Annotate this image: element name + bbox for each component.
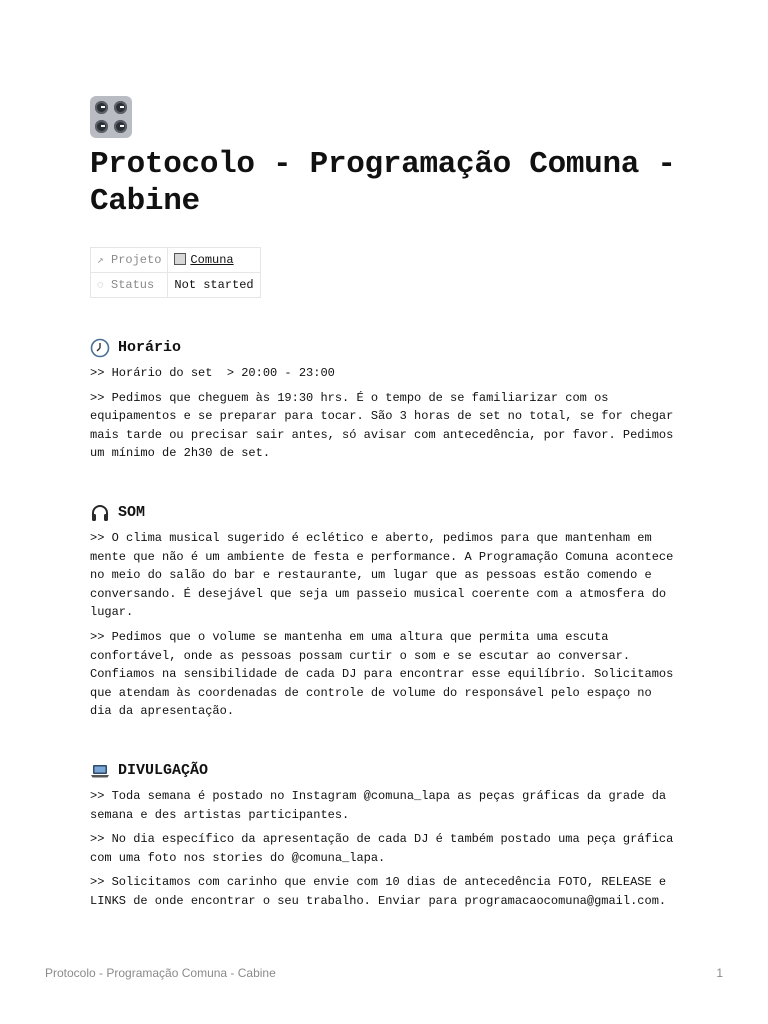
page-footer: [45, 966, 723, 980]
paragraph: >> No dia específico da apresentação de cada DJ é também postado uma peça gráfica com uma foto nos stories do @comuna_lapa.: [90, 832, 681, 865]
footer-title: Protocolo - Programação Comuna - Cabine: [45, 966, 276, 980]
section-heading: DIVULGAÇÃO: [90, 761, 680, 781]
footer-page-number: 1: [716, 966, 723, 980]
page-square-icon: [174, 253, 186, 265]
paragraph: >> Pedimos que cheguem às 19:30 hrs. É o tempo de se familiarizar com os equipamentos e se preparar para tocar. São 3 horas de set no total, se for chegar mais tarde ou precisar sair antes, só avisar com antecedência, por favor. Pedimos um mínimo de 2h30 de set.: [90, 390, 681, 461]
section-horario: [90, 338, 680, 463]
section-som: [90, 503, 680, 721]
document-page: [90, 96, 680, 950]
property-row-projeto: [91, 248, 261, 273]
paragraph: >> Horário do set > 20:00 - 23:00: [90, 366, 335, 380]
control-knobs-icon: [90, 96, 132, 138]
properties-table: [90, 247, 261, 298]
arrow-up-right-icon: ↗: [97, 255, 104, 267]
property-value-status[interactable]: Not started: [168, 273, 260, 298]
section-divulgacao: [90, 761, 680, 911]
status-dashed-circle-icon: ◌: [97, 280, 104, 292]
property-row-status: [91, 273, 261, 298]
headphones-icon: [90, 503, 110, 523]
property-key: ↗ Projeto: [91, 248, 168, 273]
page-title: Protocolo - Programação Comuna - Cabine: [90, 147, 676, 219]
clock-icon: [90, 338, 110, 358]
relation-link-comuna[interactable]: Comuna: [190, 253, 234, 267]
section-heading: Horário: [90, 338, 680, 358]
property-key: ◌ Status: [91, 273, 168, 298]
property-value-projeto[interactable]: [168, 248, 260, 273]
paragraph: >> O clima musical sugerido é eclético e aberto, pedimos para que mantenham em mente que não é um ambiente de festa e performance. A Programação Comuna acontece no meio do salão do bar e restaurante, um lugar que as pessoas estão comendo e conversando. É desejável que seja um passeio musical coerente com a atmosfera do lugar.: [90, 530, 681, 620]
paragraph: >> Pedimos que o volume se mantenha em uma altura que permita uma escuta confortável, onde as pessoas possam curtir o som e se escutar ao conversar. Confiamos na sensibilidade de cada DJ para encontrar esse equilíbrio. Solicitamos que atendam às coordenadas de controle de volume do responsável pelo espaço no dia da apresentação.: [90, 629, 681, 719]
laptop-icon: [90, 761, 110, 781]
paragraph: >> Solicitamos com carinho que envie com 10 dias de antecedência FOTO, RELEASE e LINKS de onde encontrar o seu trabalho. Enviar para programacaocomuna@gmail.com.: [90, 875, 674, 908]
paragraph: >> Toda semana é postado no Instagram @comuna_lapa as peças gráficas da grade da semana e des artistas participantes.: [90, 788, 674, 822]
section-heading: SOM: [90, 503, 680, 523]
